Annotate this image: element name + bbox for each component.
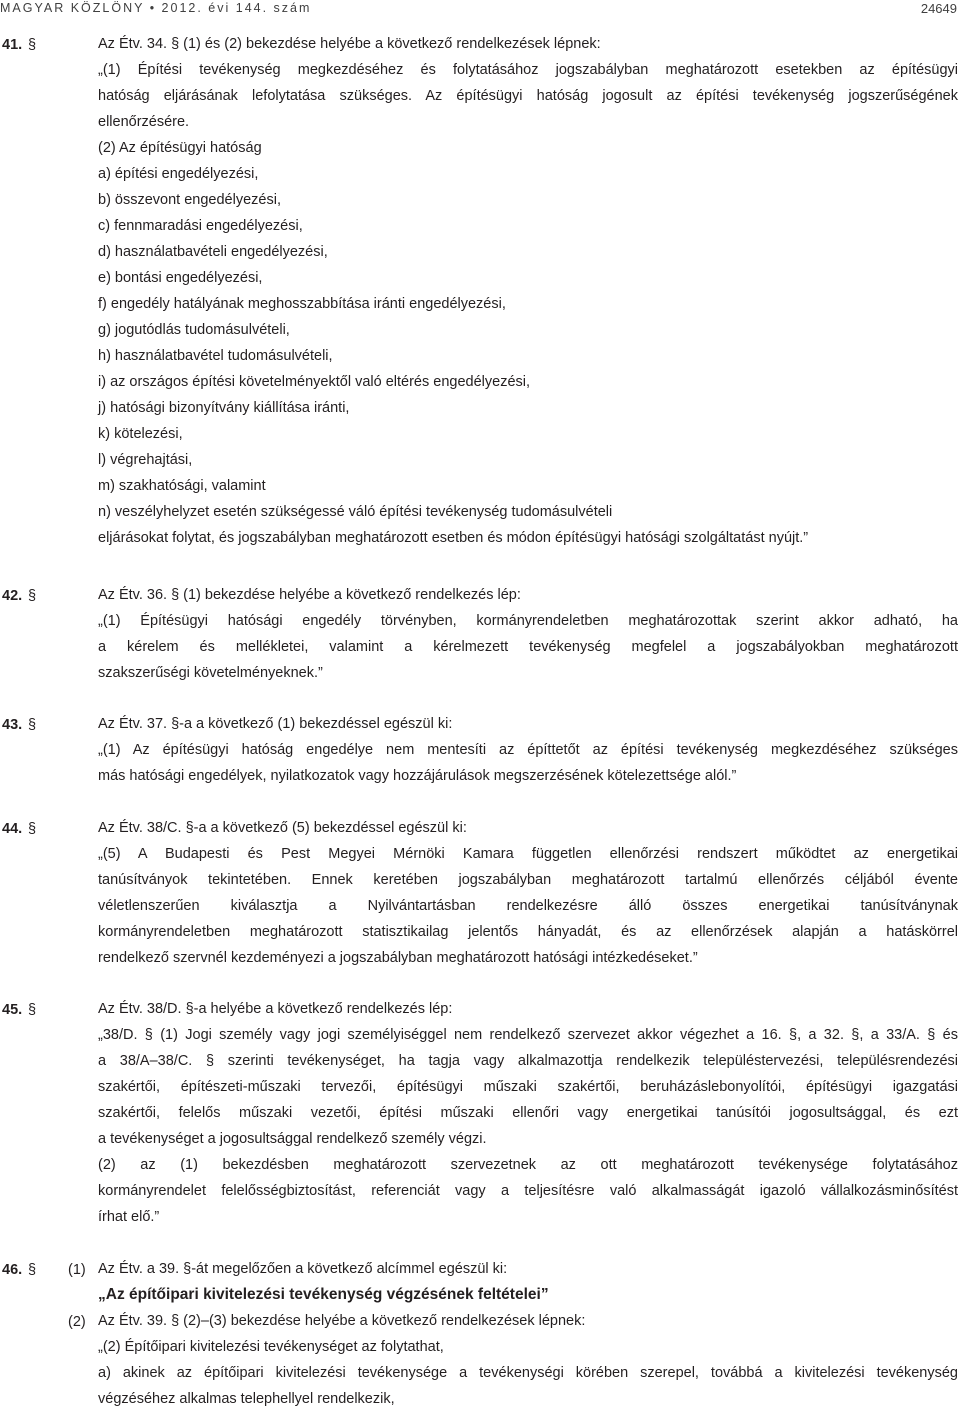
text-line: „(1) Az építésügyi hatóság engedélye nem mentesíti az építtetőt az építési tevékenység megkezdéséhez szükséges xyxy=(98,742,958,758)
text-line: m) szakhatósági, valamint xyxy=(98,478,266,494)
text-line: tanúsítványok tekintetében. Ennek keretében jogszabályban meghatározott tartalmú ellenőrzés céljából évente xyxy=(98,872,958,888)
section-sign: § xyxy=(28,1002,37,1018)
text-line: Az Étv. 39. § (2)–(3) bekezdése helyébe a következő rendelkezések lépnek: xyxy=(98,1313,586,1329)
page-number: 24649 xyxy=(920,1,957,16)
text-line: l) végrehajtási, xyxy=(98,452,193,468)
text-line: Az Étv. 34. § (1) és (2) bekezdése helyébe a következő rendelkezések lépnek: xyxy=(98,36,601,52)
item-number: 42. xyxy=(2,588,23,604)
text-line: (2) az (1) bekezdésben meghatározott szervezetnek az ott meghatározott tevékenysége folytatásához xyxy=(98,1157,958,1173)
subsection-number: (1) xyxy=(68,1262,86,1278)
text-line: „(1) Építési tevékenység megkezdéséhez és folytatásához jogszabályban meghatározott esetekben az építésügyi xyxy=(98,62,958,78)
page-header xyxy=(0,0,957,20)
text-line: végzéséhez alkalmas telephellyel rendelkezik, xyxy=(98,1391,395,1407)
subtitle-line: „Az építőipari kivitelezési tevékenység végzésének feltételei” xyxy=(98,1286,549,1303)
text-line: „(2) Építőipari kivitelezési tevékenységet az folytathat, xyxy=(98,1339,444,1355)
item-number: 44. xyxy=(2,821,23,837)
text-line: c) fennmaradási engedélyezési, xyxy=(98,218,303,234)
text-line: d) használatbavételi engedélyezési, xyxy=(98,244,328,260)
text-line: „38/D. § (1) Jogi személy vagy jogi személyiséggel nem rendelkező szervezet akkor végezhet a 16. §, a 32. §, a 33/A. § és xyxy=(98,1027,958,1043)
text-line: e) bontási engedélyezési, xyxy=(98,270,263,286)
text-line: kormányrendeletben meghatározott statisztikailag jelentős hányadát, és az ellenőrzések alapján a hatáskörrel xyxy=(98,924,958,940)
text-line: Az Étv. a 39. §-át megelőzően a következő alcímmel egészül ki: xyxy=(98,1261,508,1277)
text-line: (2) Az építésügyi hatóság xyxy=(98,140,262,156)
text-line: szakértői, építészeti-műszaki tervezői, építésügyi műszaki szakértői, beruházáslebonyolítói, építésügyi igazgatási xyxy=(98,1079,958,1095)
text-line: ellenőrzésére. xyxy=(98,114,190,130)
text-line: Az Étv. 36. § (1) bekezdése helyébe a következő rendelkezés lép: xyxy=(98,587,521,603)
text-line: k) kötelezési, xyxy=(98,426,183,442)
text-line: más hatósági engedélyek, nyilatkozatok vagy hozzájárulások megszerzésének kötelezettsége alól.” xyxy=(98,768,737,784)
item-45-text xyxy=(98,996,958,1230)
text-line: Az Étv. 38/D. §-a helyébe a következő rendelkezés lép: xyxy=(98,1001,453,1017)
text-line: Az Étv. 38/C. §-a a következő (5) bekezdéssel egészül ki: xyxy=(98,820,467,836)
text-line: „(5) A Budapesti és Pest Megyei Mérnöki Kamara független ellenőrzési rendszert működtet az energetikai xyxy=(98,846,958,862)
section-sign: § xyxy=(28,37,37,53)
text-line: i) az országos építési követelményektől való eltérés engedélyezési, xyxy=(98,374,531,390)
item-43-text xyxy=(98,711,958,789)
section-sign: § xyxy=(28,588,37,604)
text-line: a tevékenységet a jogosultsággal rendelkező személy végzi. xyxy=(98,1131,487,1147)
text-line: rendelkező szervnél kezdeményezi a jogszabályban meghatározott hatósági intézkedéseket.” xyxy=(98,950,698,966)
text-line: a) építési engedélyezési, xyxy=(98,166,259,182)
text-line: „(1) Építésügyi hatósági engedély törvényben, kormányrendeletben meghatározottak szerint akkor adható, ha xyxy=(98,613,958,629)
item-number: 46. xyxy=(2,1262,23,1278)
publication-title: MAGYAR KÖZLÖNY • 2012. évi 144. szám xyxy=(0,1,312,15)
text-line: j) hatósági bizonyítvány kiállítása iránti, xyxy=(98,400,350,416)
item-46-text xyxy=(98,1256,958,1412)
text-line: szakszerűségi követelményeknek.” xyxy=(98,665,323,681)
text-line: eljárásokat folytat, és jogszabályban meghatározott esetben és módon építésügyi hatósági szolgáltatást nyújt.” xyxy=(98,530,809,546)
item-number: 43. xyxy=(2,717,23,733)
text-line: hatóság eljárásának lefolytatása szükséges. Az építésügyi hatóság jogosult az építési tevékenység jogszerűségének xyxy=(98,88,958,104)
section-sign: § xyxy=(28,717,37,733)
item-number: 41. xyxy=(2,37,23,53)
text-line: b) összevont engedélyezési, xyxy=(98,192,281,208)
text-line: véletlenszerűen kiválasztja a Nyilvántartásban rendelkezésre álló összes energetikai tanúsítványnak xyxy=(98,898,958,914)
text-line: h) használatbavétel tudomásulvételi, xyxy=(98,348,333,364)
subsection-number: (2) xyxy=(68,1314,86,1330)
text-line: a kérelem és mellékletei, valamint a kérelmezett tevékenység megfelel a jogszabályokban meghatározott xyxy=(98,639,958,655)
text-line: f) engedély hatályának meghosszabbítása iránti engedélyezési, xyxy=(98,296,506,312)
text-line: Az Étv. 37. §-a a következő (1) bekezdéssel egészül ki: xyxy=(98,716,453,732)
section-sign: § xyxy=(28,821,37,837)
text-line: írhat elő.” xyxy=(98,1209,160,1225)
item-41-text xyxy=(98,31,958,551)
item-number: 45. xyxy=(2,1002,23,1018)
item-44-text xyxy=(98,815,958,971)
item-42-text xyxy=(98,582,958,686)
text-line: a 38/A–38/C. § szerinti tevékenységet, ha tagja vagy alkalmazottja rendelkezik településtervezési, településrendezési xyxy=(98,1053,958,1069)
text-line: n) veszélyhelyzet esetén szükségessé váló építési tevékenység tudomásulvételi xyxy=(98,504,613,520)
text-line: szakértői, felelős műszaki vezetői, építési műszaki ellenőri vagy energetikai tanúsítói jogosultsággal, és ezt xyxy=(98,1105,958,1121)
text-line: g) jogutódlás tudomásulvételi, xyxy=(98,322,290,338)
text-line: a) akinek az építőipari kivitelezési tevékenysége a tevékenységi körében szerepel, továbbá a kivitelezési tevékenység xyxy=(98,1365,958,1381)
text-line: kormányrendelet felelősségbiztosítást, referenciát vagy a teljesítésre való alkalmasságát igazoló vállalkozásminősítést xyxy=(98,1183,958,1199)
section-sign: § xyxy=(28,1262,37,1278)
